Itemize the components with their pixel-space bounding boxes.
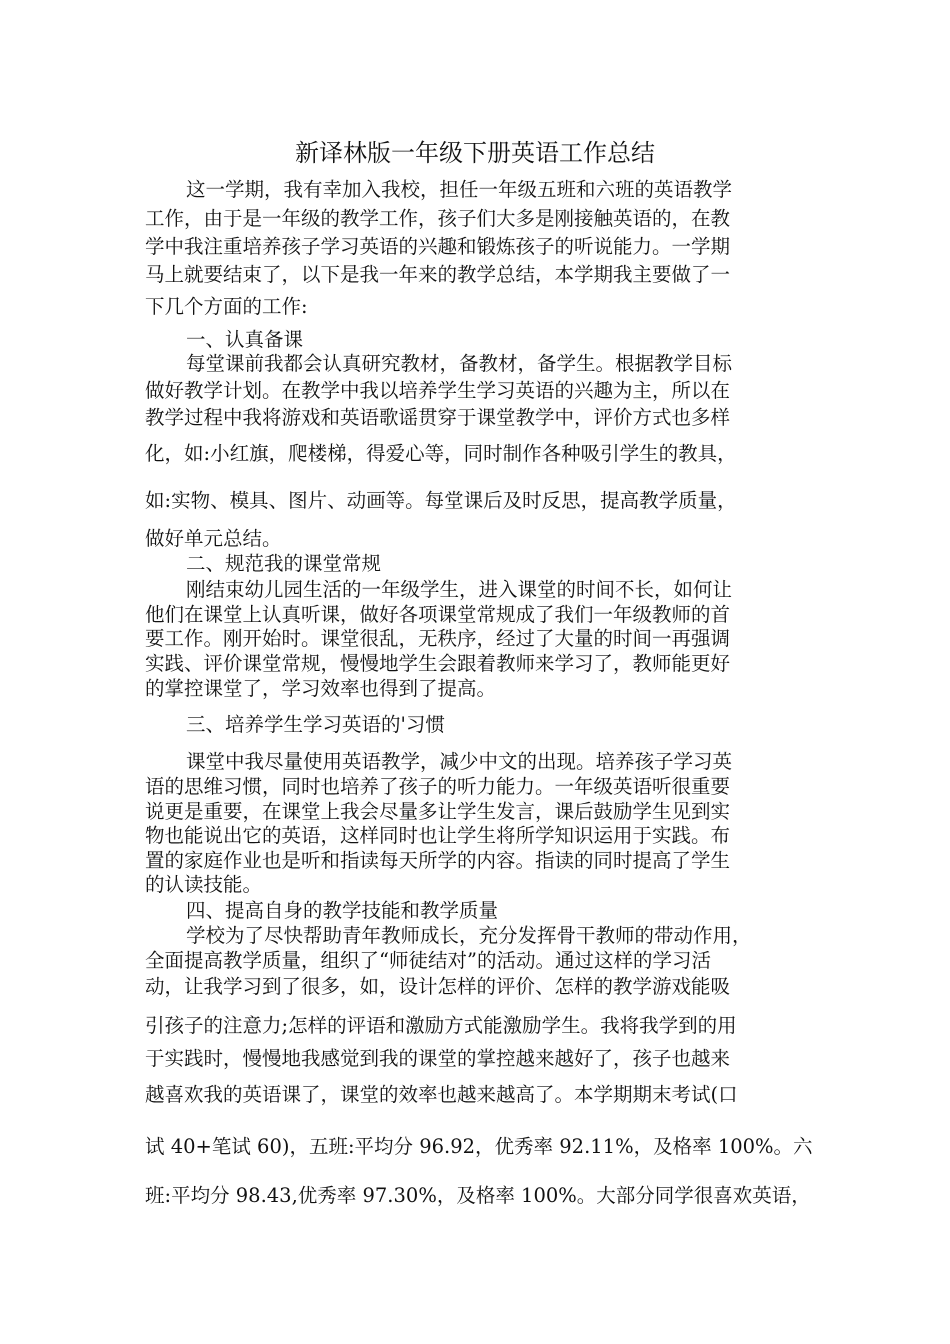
section-heading: 三、培养学生学习英语的'习惯 [186, 713, 445, 736]
paragraph-line: 语的思维习惯，同时也培养了孩子的听力能力。一年级英语听很重要 [145, 775, 731, 798]
paragraph-line: 于实践时，慢慢地我感觉到我的课堂的掌控越来越好了，孩子也越来 [145, 1047, 731, 1070]
section-heading: 四、提高自身的教学技能和教学质量 [186, 899, 499, 922]
section-heading: 一、认真备课 [186, 328, 304, 351]
paragraph-line: 学中我注重培养孩子学习英语的兴趣和锻炼孩子的听说能力。一学期 [145, 235, 731, 258]
section-heading: 二、规范我的课堂常规 [186, 552, 382, 575]
paragraph-line: 置的家庭作业也是听和指读每天所学的内容。指读的同时提高了学生 [145, 849, 731, 872]
paragraph-line: 的认读技能。 [145, 873, 263, 896]
paragraph-line: 学校为了尽快帮助青年教师成长，充分发挥骨干教师的带动作用， [186, 924, 752, 947]
paragraph-line: 每堂课前我都会认真研究教材，备教材，备学生。根据教学目标 [186, 352, 733, 375]
document-title: 新译林版一年级下册英语工作总结 [295, 139, 655, 167]
paragraph-line: 马上就要结束了，以下是我一年来的教学总结，本学期我主要做了一 [145, 263, 731, 286]
paragraph-line: 教学过程中我将游戏和英语歌谣贯穿于课堂教学中，评价方式也多样 [145, 406, 731, 429]
paragraph-line: 他们在课堂上认真听课，做好各项课堂常规成了我们一年级教师的首 [145, 603, 731, 626]
paragraph-line: 物也能说出它的英语，这样同时也让学生将所学知识运用于实践。布 [145, 824, 731, 847]
paragraph-line: 工作，由于是一年级的教学工作，孩子们大多是刚接触英语的，在教 [145, 207, 731, 230]
paragraph-line: 班:平均分 98.43,优秀率 97.30%，及格率 100%。大部分同学很喜欢英语， [145, 1184, 811, 1207]
paragraph-line: 化，如:小红旗，爬楼梯，得爱心等，同时制作各种吸引学生的教具， [145, 442, 737, 465]
paragraph-line: 如:实物、模具、图片、动画等。每堂课后及时反思，提高教学质量， [145, 489, 737, 512]
paragraph-line: 动，让我学习到了很多，如，设计怎样的评价、怎样的教学游戏能吸 [145, 975, 731, 998]
paragraph-line: 下几个方面的工作: [145, 295, 308, 318]
paragraph-line: 全面提高教学质量，组织了“师徒结对”的活动。通过这样的学习活 [145, 949, 711, 972]
paragraph-line: 引孩子的注意力;怎样的评语和激励方式能激励学生。我将我学到的用 [145, 1014, 737, 1037]
paragraph-line: 这一学期，我有幸加入我校，担任一年级五班和六班的英语教学 [186, 178, 733, 201]
paragraph-line: 课堂中我尽量使用英语教学，减少中文的出现。培养孩子学习英 [186, 750, 733, 773]
paragraph-line: 做好教学计划。在教学中我以培养学生学习英语的兴趣为主，所以在 [145, 379, 731, 402]
paragraph-line: 的掌控课堂了，学习效率也得到了提高。 [145, 677, 497, 700]
paragraph-line: 实践、评价课堂常规，慢慢地学生会跟着教师来学习了，教师能更好 [145, 652, 731, 675]
paragraph-line: 越喜欢我的英语课了，课堂的效率也越来越高了。本学期期末考试(口 [145, 1083, 738, 1106]
paragraph-line: 刚结束幼儿园生活的一年级学生，进入课堂的时间不长，如何让 [186, 578, 733, 601]
paragraph-line: 要工作。刚开始时。课堂很乱，无秩序，经过了大量的时间一再强调 [145, 627, 731, 650]
paragraph-line: 做好单元总结。 [145, 527, 282, 550]
paragraph-line: 说更是重要，在课堂上我会尽量多让学生发言，课后鼓励学生见到实 [145, 800, 731, 823]
paragraph-line: 试 40+笔试 60)，五班:平均分 96.92，优秀率 92.11%，及格率 100%。六 [145, 1135, 813, 1158]
